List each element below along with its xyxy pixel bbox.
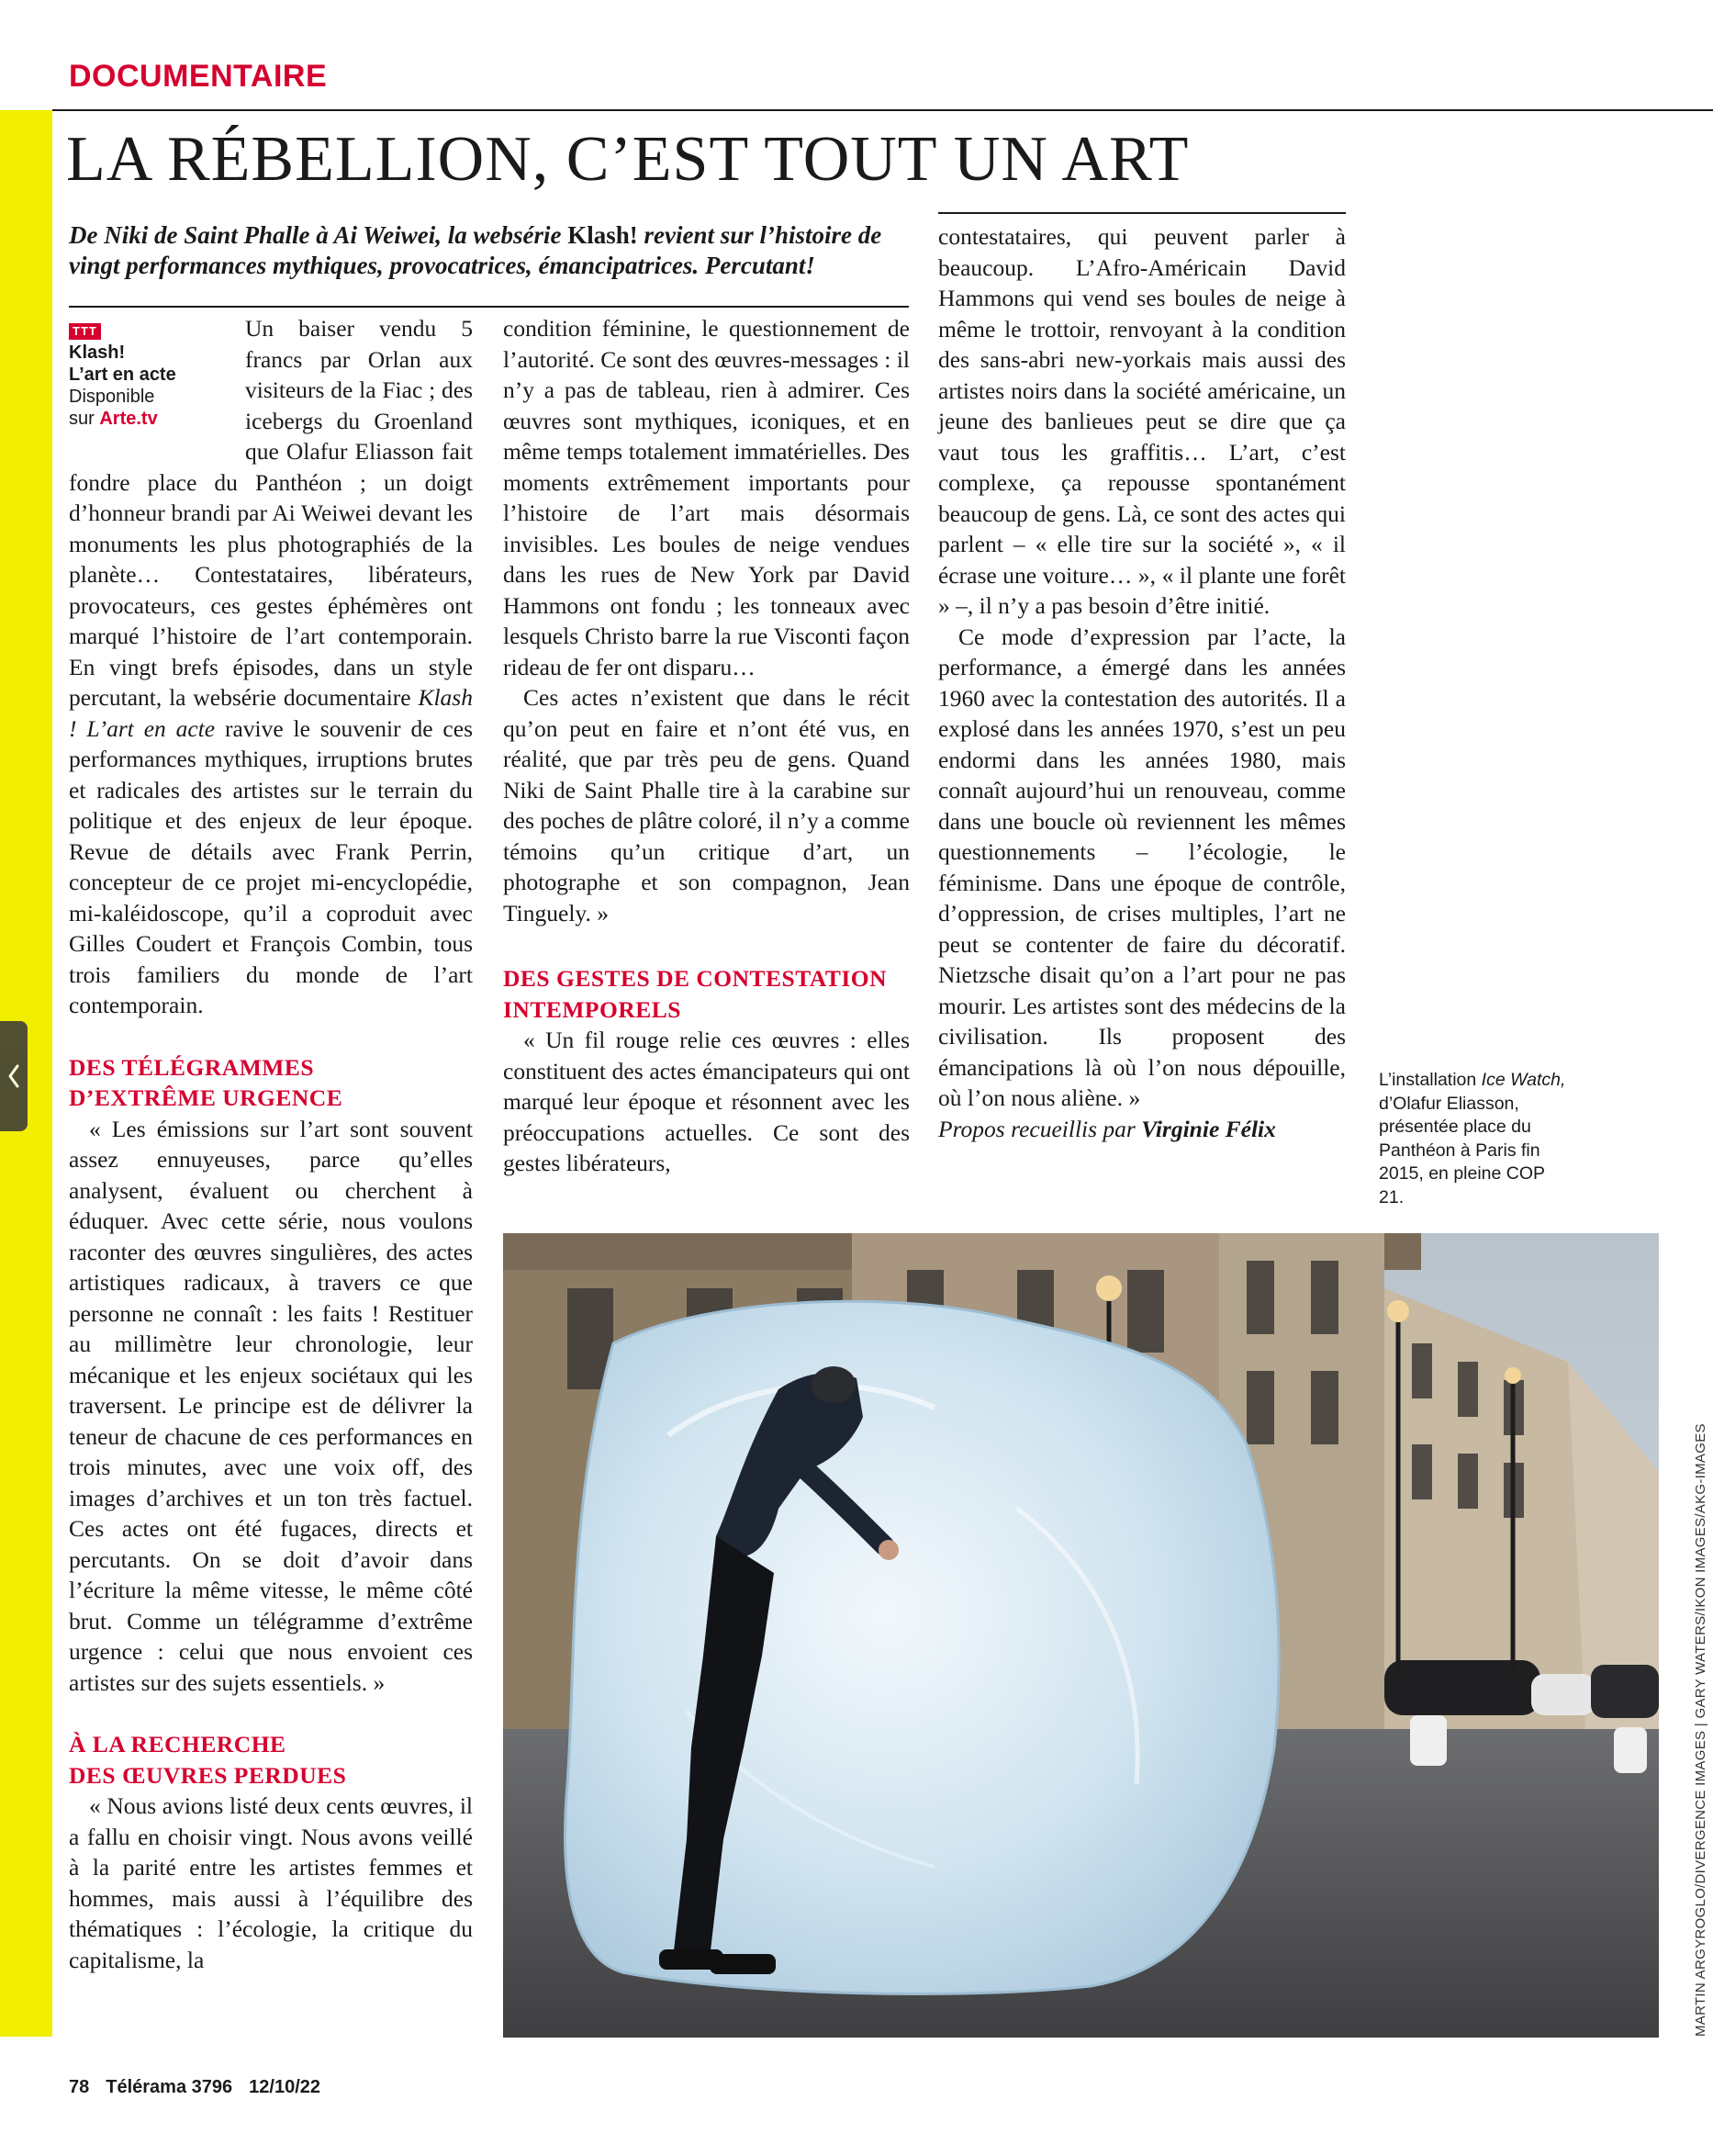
standfirst [69, 220, 909, 281]
headline: LA RÉBELLION, C’EST TOUT UN ART [66, 124, 1190, 195]
subhead-telegrammes [69, 1052, 473, 1114]
intro-text-b: ravive le souvenir de ces performances mythiques, irruptions brutes et radicales des artistes sur le terrain du politique et des enjeux de leur époque. Revue de détails avec Frank Perrin, concepteur de ce projet mi-encyclopédie, mi-kaléidoscope, qu’il a coproduit avec Gilles Coudert et François Combin, tous trois familiers du monde de l’art contemporain. [69, 714, 473, 1018]
infobox-spacer [69, 313, 245, 465]
show-subtitle: L’art en acte [69, 365, 176, 385]
byline-label: Propos recueillis par [938, 1115, 1136, 1142]
caption-text: L’installation [1379, 1070, 1482, 1090]
intro-show-title: Klash ! L’art en acte [69, 684, 473, 742]
availability-label: Disponible [69, 387, 155, 407]
standfirst-part1: De Niki de Saint Phalle à Ai Weiwei, la websérie [69, 221, 568, 249]
byline-author: Virginie Félix [1141, 1115, 1276, 1142]
paragraph: « Nous avions listé deux cents œuvres, il a fallu en choisir vingt. Nous avons veillé à la parité entre les artistes femmes et hommes, mais aussi à l’équilibre des thématiques : l’écologie, la critique du capitalisme, la [69, 1792, 473, 1973]
rubric-label: DOCUMENTAIRE [69, 59, 328, 94]
col3-top-rule [938, 212, 1346, 214]
back-tab[interactable] [0, 1021, 28, 1131]
ice-watch-photo [503, 1233, 1659, 2038]
paragraph: Ces actes n’existent que dans le récit qu’on peut en faire et n’ont été vus, en réalité, que par très peu de gens. Quand Niki de Saint Phalle tire à la carabine sur des poches de plâtre coloré, il n’y a comme témoins qu’un critique d’art, un photographe et son compagnon, Jean Tinguely. » [503, 684, 910, 926]
subhead-line: DES ŒUVRES PERDUES [69, 1761, 347, 1789]
paragraph: « Un fil rouge relie ces œuvres : elles constituent des actes émancipateurs qui ont marqué leur époque et résonnent avec les préoccupations actuelles. Ce sont des gestes libérateurs, [503, 1027, 910, 1176]
page-number: 78 [69, 2077, 90, 2097]
issue-date: 12/10/22 [249, 2077, 320, 2097]
caption-text: d’Olafur Eliasson, présentée place du Panthéon à Paris fin 2015, en pleine COP 21. [1379, 1093, 1545, 1207]
standfirst-part2: revient sur l’histoire de vingt performances mythiques, provocatrices, émancipatrices. Percutant! [69, 221, 882, 279]
subhead-gestes [503, 963, 910, 1025]
paragraph: « Les émissions sur l’art sont souvent assez ennuyeuses, parce qu’elles analysent, évaluent ou cherchent à éduquer. Avec cette série, nous voulons raconter des œuvres singulières, des actes artistiques radicaux, à travers ce que personne ne connaît : les faits ! Restituer au millimètre leur chronologie, leur mécanique et les enjeux sociétaux qui les traversent. Le principe est de délivrer la teneur de chacune de ces performances en trois minutes, avec une voix off, des images d’archives et un ton très factuel. Ces actes ont été fugaces, directs et percutants. On se doit d’avoir dans l’écriture la même vitesse, le même côté brut. Comme un télégramme d’extrême urgence : celui que nous envoient ces artistes sur des sujets essentiels. » [69, 1115, 473, 1696]
intro-text-a: Un baiser vendu 5 francs par Orlan aux visiteurs de la Fiac ; des icebergs du Groenland que Olafur Eliasson fait fondre place du Panthéon ; un doigt d’honneur brandi par Ai Weiwei devant les monuments les plus photographiés de la planète… Contestataires, libérateurs, provocateurs, ces gestes éphémères ont marqué l’histoire de l’art contemporain. En vingt brefs épisodes, dans un style percutant, la websérie documentaire [69, 315, 473, 711]
subhead-line: INTEMPORELS [503, 995, 681, 1023]
chevron-left-icon [6, 1063, 21, 1089]
column-1 [69, 313, 473, 1975]
subhead-line: DES GESTES DE CONTESTATION [503, 965, 888, 992]
column-3 [938, 221, 1346, 1144]
caption-work-title: Ice Watch, [1481, 1070, 1566, 1090]
subhead-line: DES TÉLÉGRAMMES [69, 1053, 315, 1081]
magazine-issue: Télérama 3796 [106, 2077, 233, 2097]
paragraph: condition féminine, le questionnement de l’autorité. Ce sont des œuvres-messages : il n’y a pas de tableau, rien à admirer. Ces œuvres sont mythiques, iconiques, et en même temps totalement immatérielles. Des moments extrêmement importants pour l’histoire de l’art mais désormais invisibles. Les boules de neige vendues dans les rues de New York par David Hammons ont fondu ; les tonneaux avec lesquels Christo barre la rue Visconti façon rideau de fer ont disparu… [503, 315, 910, 680]
top-rule [52, 109, 1713, 111]
paragraph: Ce mode d’expression par l’acte, la performance, a émergé dans les années 1960 avec la contestation des autorités. Il a explosé dans les années 1970, s’est un peu endormi dans les années 1980, mais connaît aujourd’hui un renouveau, comme dans une boucle où reviennent les mêmes questionnements – l’écologie, le féminisme. Dans une époque de contrôle, d’oppression, de crises multiples, l’art ne peut se contenter de faire du décoratif. Nietzsche disait qu’on a l’art pour ne pas mourir. Les artistes sont des médecins de la civilisation. Ils proposent des émancipations là où l’on nous dépouille, où l’on nous aliène. » [938, 623, 1346, 1111]
availability-on: sur [69, 409, 100, 429]
subhead-line: À LA RECHERCHE [69, 1731, 286, 1757]
subhead-line: D’EXTRÊME URGENCE [69, 1084, 343, 1111]
subhead-oeuvres-perdues [69, 1729, 473, 1791]
page-footer [69, 2077, 337, 2098]
rating-badge: TTT [69, 323, 101, 340]
photo-caption [1379, 1069, 1572, 1209]
platform-link[interactable]: Arte.tv [99, 409, 158, 429]
paragraph: contestataires, qui peuvent parler à beaucoup. L’Afro-Américain David Hammons qui vend ses boules de neige à même le trottoir, renvoyant à la condition des sans-abri new-yorkais mais aussi des artistes noirs dans la société américaine, un jeune des banlieues peut se dire que ça vaut tous les graffitis… L’art, c’est complexe, ça repousse spontanément beaucoup de gens. Là, ce sont des actes qui parlent – « elle tire sur la société », « il écrase une voiture… », « il plante une forêt » –, il n’y a pas besoin d’être initié. [938, 223, 1346, 619]
standfirst-title: Klash! [567, 221, 638, 249]
standfirst-rule [69, 306, 909, 308]
show-title: Klash! [69, 342, 126, 363]
photo-illustration [503, 1233, 1659, 2038]
column-2 [503, 313, 910, 1179]
byline [938, 1114, 1346, 1145]
photo-credit: MARTIN ARGYROGLO/DIVERGENCE IMAGES | GARY WATERS/IKON IMAGES/AKG-IMAGES [1693, 1423, 1708, 2037]
